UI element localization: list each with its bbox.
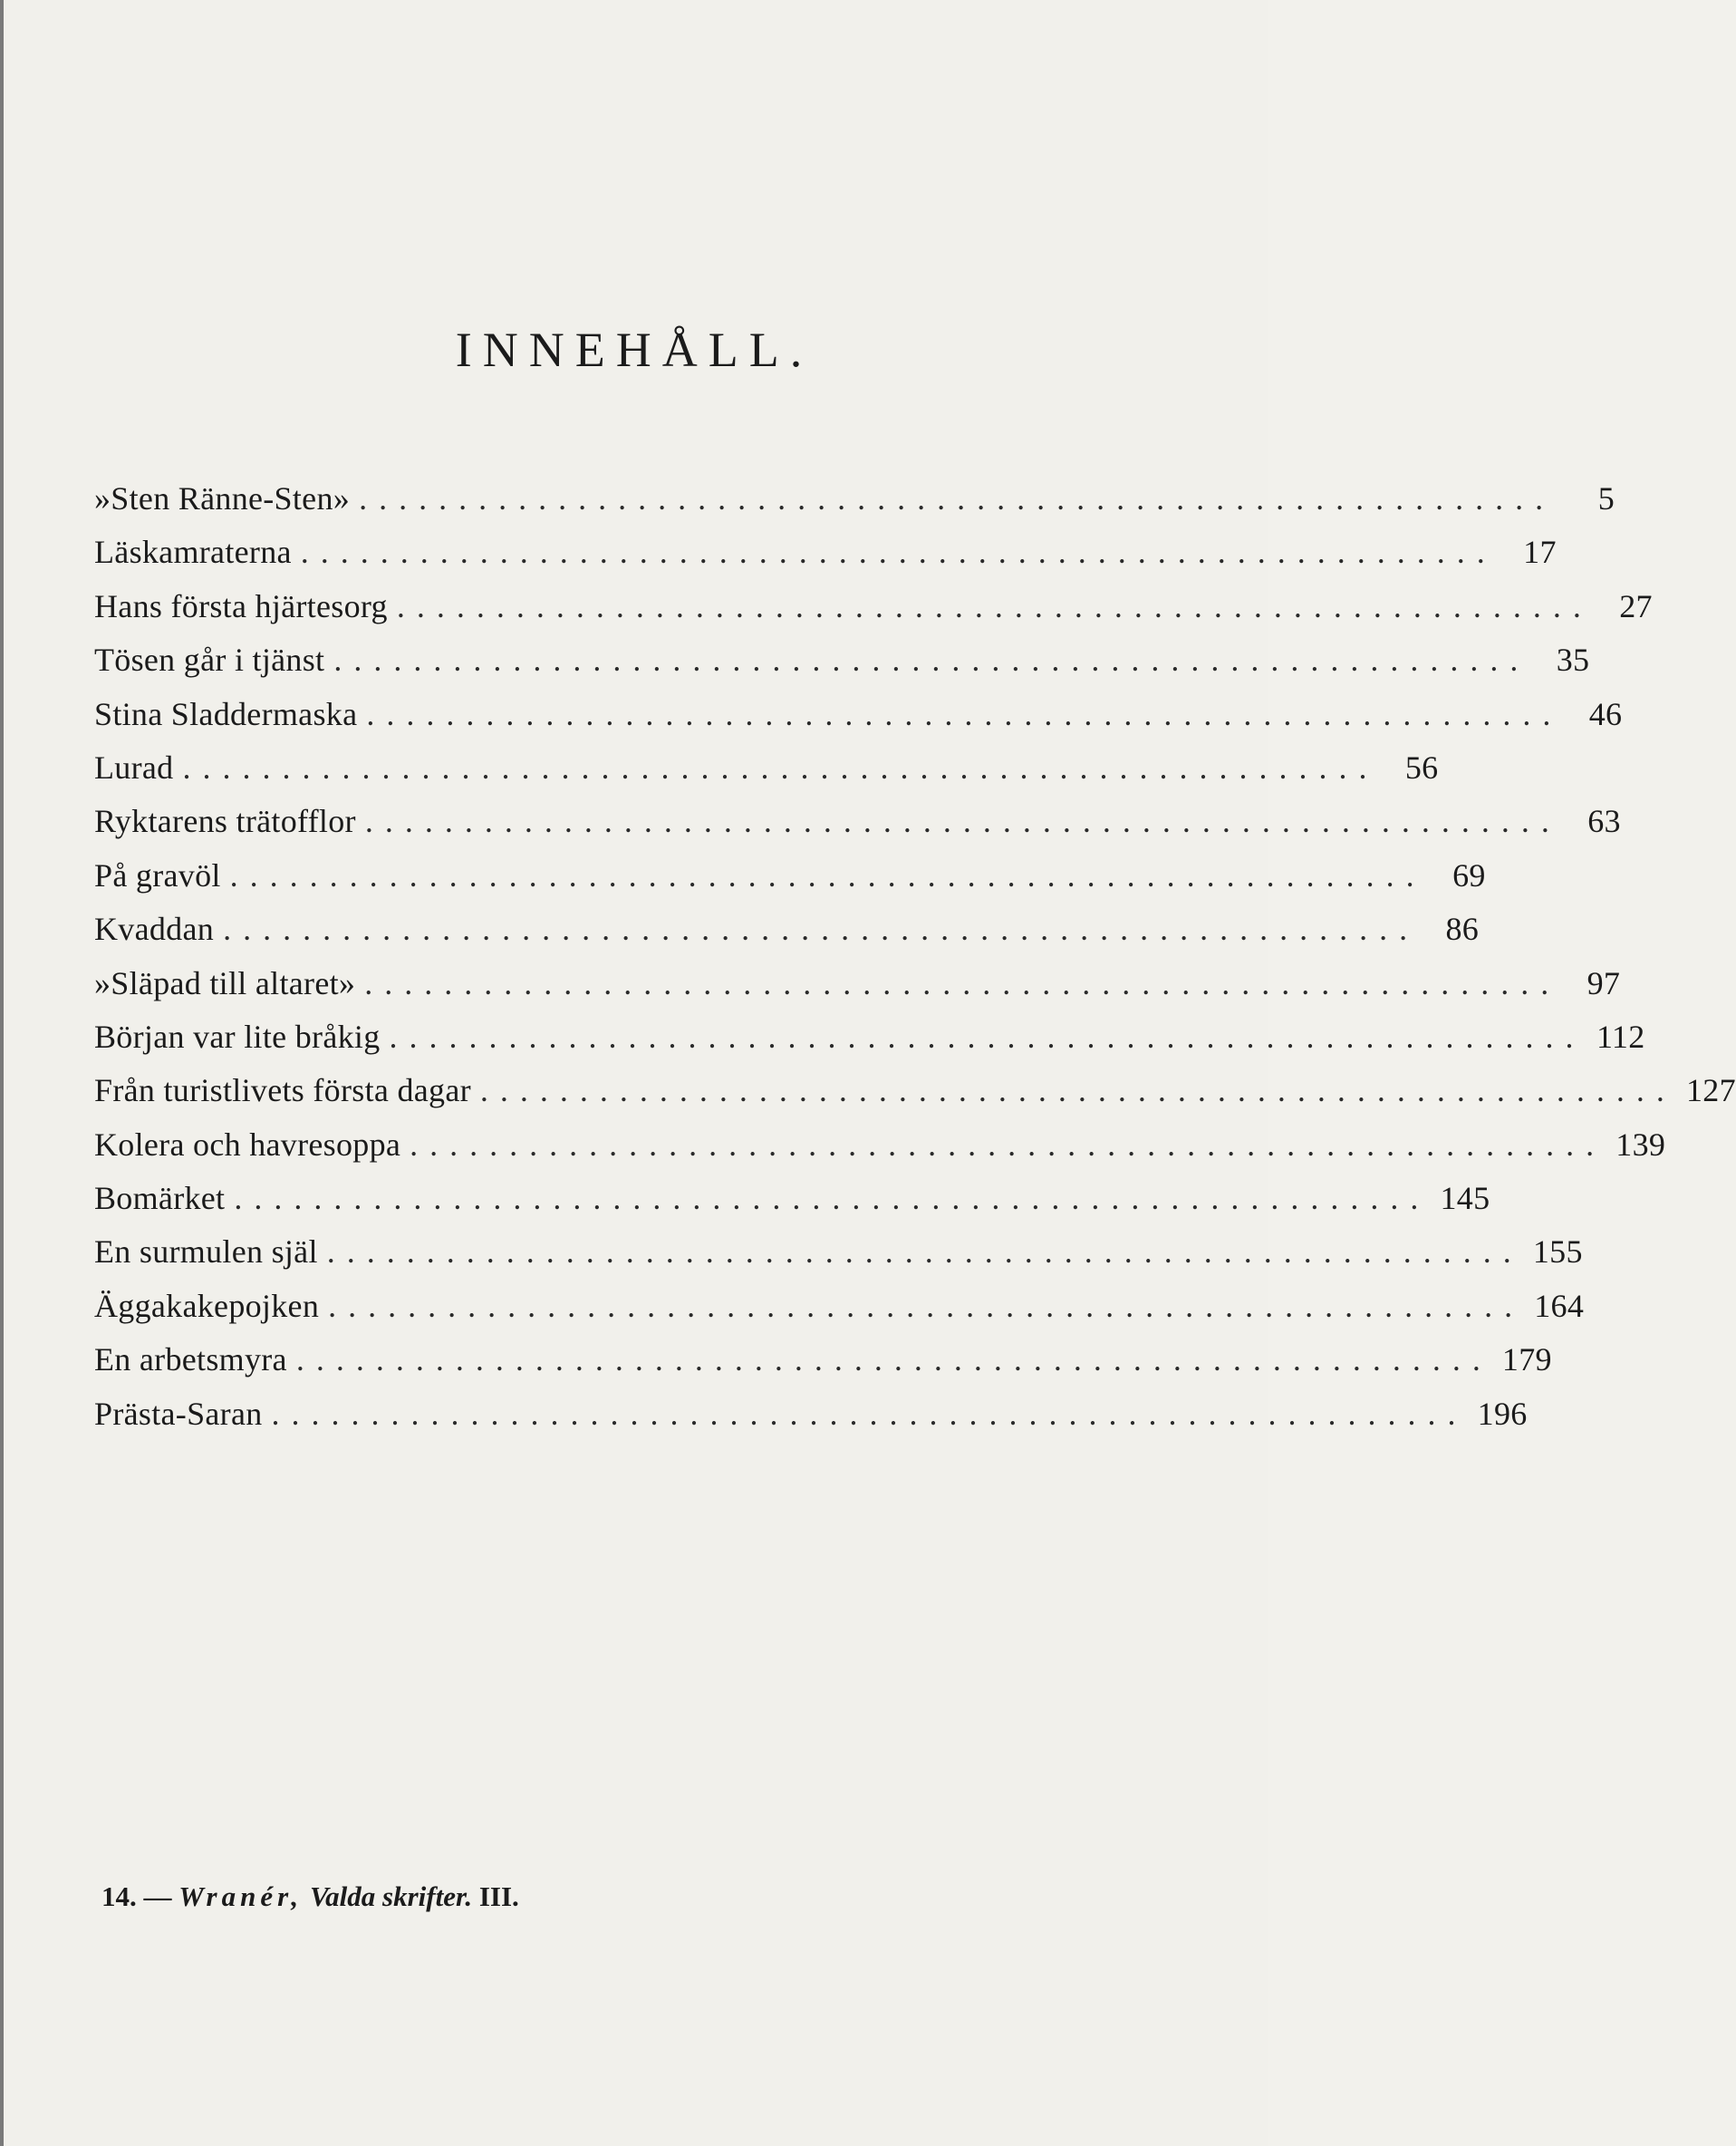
signature-mark: 14. — bbox=[101, 1880, 172, 1912]
toc-entry bbox=[94, 963, 1621, 1017]
toc-entry-page-number: 35 bbox=[1556, 642, 1590, 679]
toc-entry-page-number: 97 bbox=[1587, 964, 1621, 1001]
toc-entry bbox=[94, 801, 1621, 855]
footer-book-title: Valda skrifter. bbox=[309, 1880, 473, 1912]
toc-entry-page-number: 69 bbox=[1452, 856, 1486, 894]
dot-leader: ............................................................ bbox=[366, 695, 1563, 732]
page-title: INNEHÅLL. bbox=[455, 323, 814, 377]
toc-entry-page-number: 46 bbox=[1588, 695, 1623, 732]
toc-entry-title: En surmulen själ bbox=[94, 1233, 318, 1271]
dot-leader: ............................................................ bbox=[364, 803, 1561, 840]
toc-entry-page-number: 196 bbox=[1477, 1395, 1528, 1432]
dot-leader: ............................................................ bbox=[328, 1287, 1525, 1324]
toc-entry-page-number: 127 bbox=[1686, 1072, 1736, 1109]
toc-entry-page-number: 63 bbox=[1587, 803, 1621, 840]
toc-entry bbox=[94, 856, 1486, 909]
toc-entry bbox=[94, 532, 1557, 585]
toc-entry-title: Ryktarens trätofflor bbox=[94, 803, 356, 840]
toc-entry bbox=[94, 640, 1590, 693]
dot-leader: ............................................................ bbox=[182, 749, 1379, 786]
toc-entry-page-number: 179 bbox=[1501, 1341, 1552, 1378]
dot-leader: ............................................................ bbox=[359, 480, 1556, 517]
toc-entry-title: Läskamraterna bbox=[94, 534, 292, 571]
toc-entry bbox=[94, 1232, 1583, 1285]
toc-entry bbox=[94, 1017, 1645, 1070]
toc-entry-title: Från turistlivets första dagar bbox=[94, 1072, 471, 1109]
table-of-contents bbox=[94, 478, 1736, 1447]
toc-entry-page-number: 27 bbox=[1619, 587, 1653, 624]
dot-leader: ............................................................ bbox=[295, 1341, 1492, 1378]
toc-entry bbox=[94, 1125, 1666, 1178]
dot-leader: ............................................................ bbox=[333, 642, 1530, 679]
toc-entry-page-number: 5 bbox=[1597, 480, 1615, 517]
toc-entry-title: På gravöl bbox=[94, 856, 221, 894]
toc-entry bbox=[94, 1178, 1490, 1232]
toc-entry-title: »Sten Ränne-Sten» bbox=[94, 480, 351, 517]
toc-entry-page-number: 155 bbox=[1532, 1233, 1583, 1271]
footer-author: Wranér, bbox=[178, 1880, 304, 1912]
toc-entry-title: Kolera och havresoppa bbox=[94, 1126, 401, 1163]
toc-entry bbox=[94, 1286, 1585, 1339]
dot-leader: ............................................................ bbox=[364, 964, 1561, 1001]
dot-leader: ............................................................ bbox=[326, 1233, 1523, 1271]
dot-leader: ............................................................ bbox=[410, 1126, 1606, 1163]
toc-entry-title: Stina Sladdermaska bbox=[94, 695, 358, 732]
dot-leader: ............................................................ bbox=[396, 587, 1593, 624]
toc-entry-title: Tösen går i tjänst bbox=[94, 642, 325, 679]
toc-entry bbox=[94, 478, 1615, 532]
toc-entry-title: Lurad bbox=[94, 749, 174, 786]
dot-leader: ............................................................ bbox=[300, 534, 1497, 571]
toc-entry bbox=[94, 909, 1480, 962]
toc-entry bbox=[94, 1394, 1528, 1447]
dot-leader: ............................................................ bbox=[389, 1018, 1586, 1055]
toc-entry-page-number: 145 bbox=[1440, 1180, 1490, 1217]
dot-leader: ............................................................ bbox=[223, 911, 1420, 948]
dot-leader: ............................................................ bbox=[271, 1395, 1468, 1432]
toc-entry-page-number: 112 bbox=[1596, 1018, 1645, 1055]
toc-entry bbox=[94, 694, 1623, 748]
toc-entry-page-number: 86 bbox=[1445, 911, 1480, 948]
toc-entry-page-number: 139 bbox=[1615, 1126, 1666, 1163]
toc-entry-page-number: 56 bbox=[1404, 749, 1439, 786]
toc-entry bbox=[94, 1070, 1736, 1124]
toc-entry-title: En arbetsmyra bbox=[94, 1341, 287, 1378]
dot-leader: ............................................................ bbox=[229, 856, 1426, 894]
toc-entry-title: Hans första hjärtesorg bbox=[94, 587, 388, 624]
toc-entry-page-number: 17 bbox=[1523, 534, 1557, 571]
toc-entry bbox=[94, 586, 1653, 640]
toc-entry-title: Början var lite bråkig bbox=[94, 1018, 381, 1055]
toc-entry bbox=[94, 748, 1439, 801]
toc-entry-page-number: 164 bbox=[1534, 1287, 1585, 1324]
toc-entry-title: Prästa-Saran bbox=[94, 1395, 263, 1432]
toc-entry-title: Bomärket bbox=[94, 1180, 226, 1217]
dot-leader: ............................................................ bbox=[479, 1072, 1676, 1109]
dot-leader: ............................................................ bbox=[234, 1180, 1431, 1217]
toc-entry-title: Äggakakepojken bbox=[94, 1287, 320, 1324]
toc-entry-title: Kvaddan bbox=[94, 911, 215, 948]
signature-line bbox=[101, 1879, 519, 1915]
toc-entry bbox=[94, 1339, 1552, 1393]
footer-volume: III. bbox=[478, 1880, 519, 1912]
toc-entry-title: »Släpad till altaret» bbox=[94, 964, 356, 1001]
